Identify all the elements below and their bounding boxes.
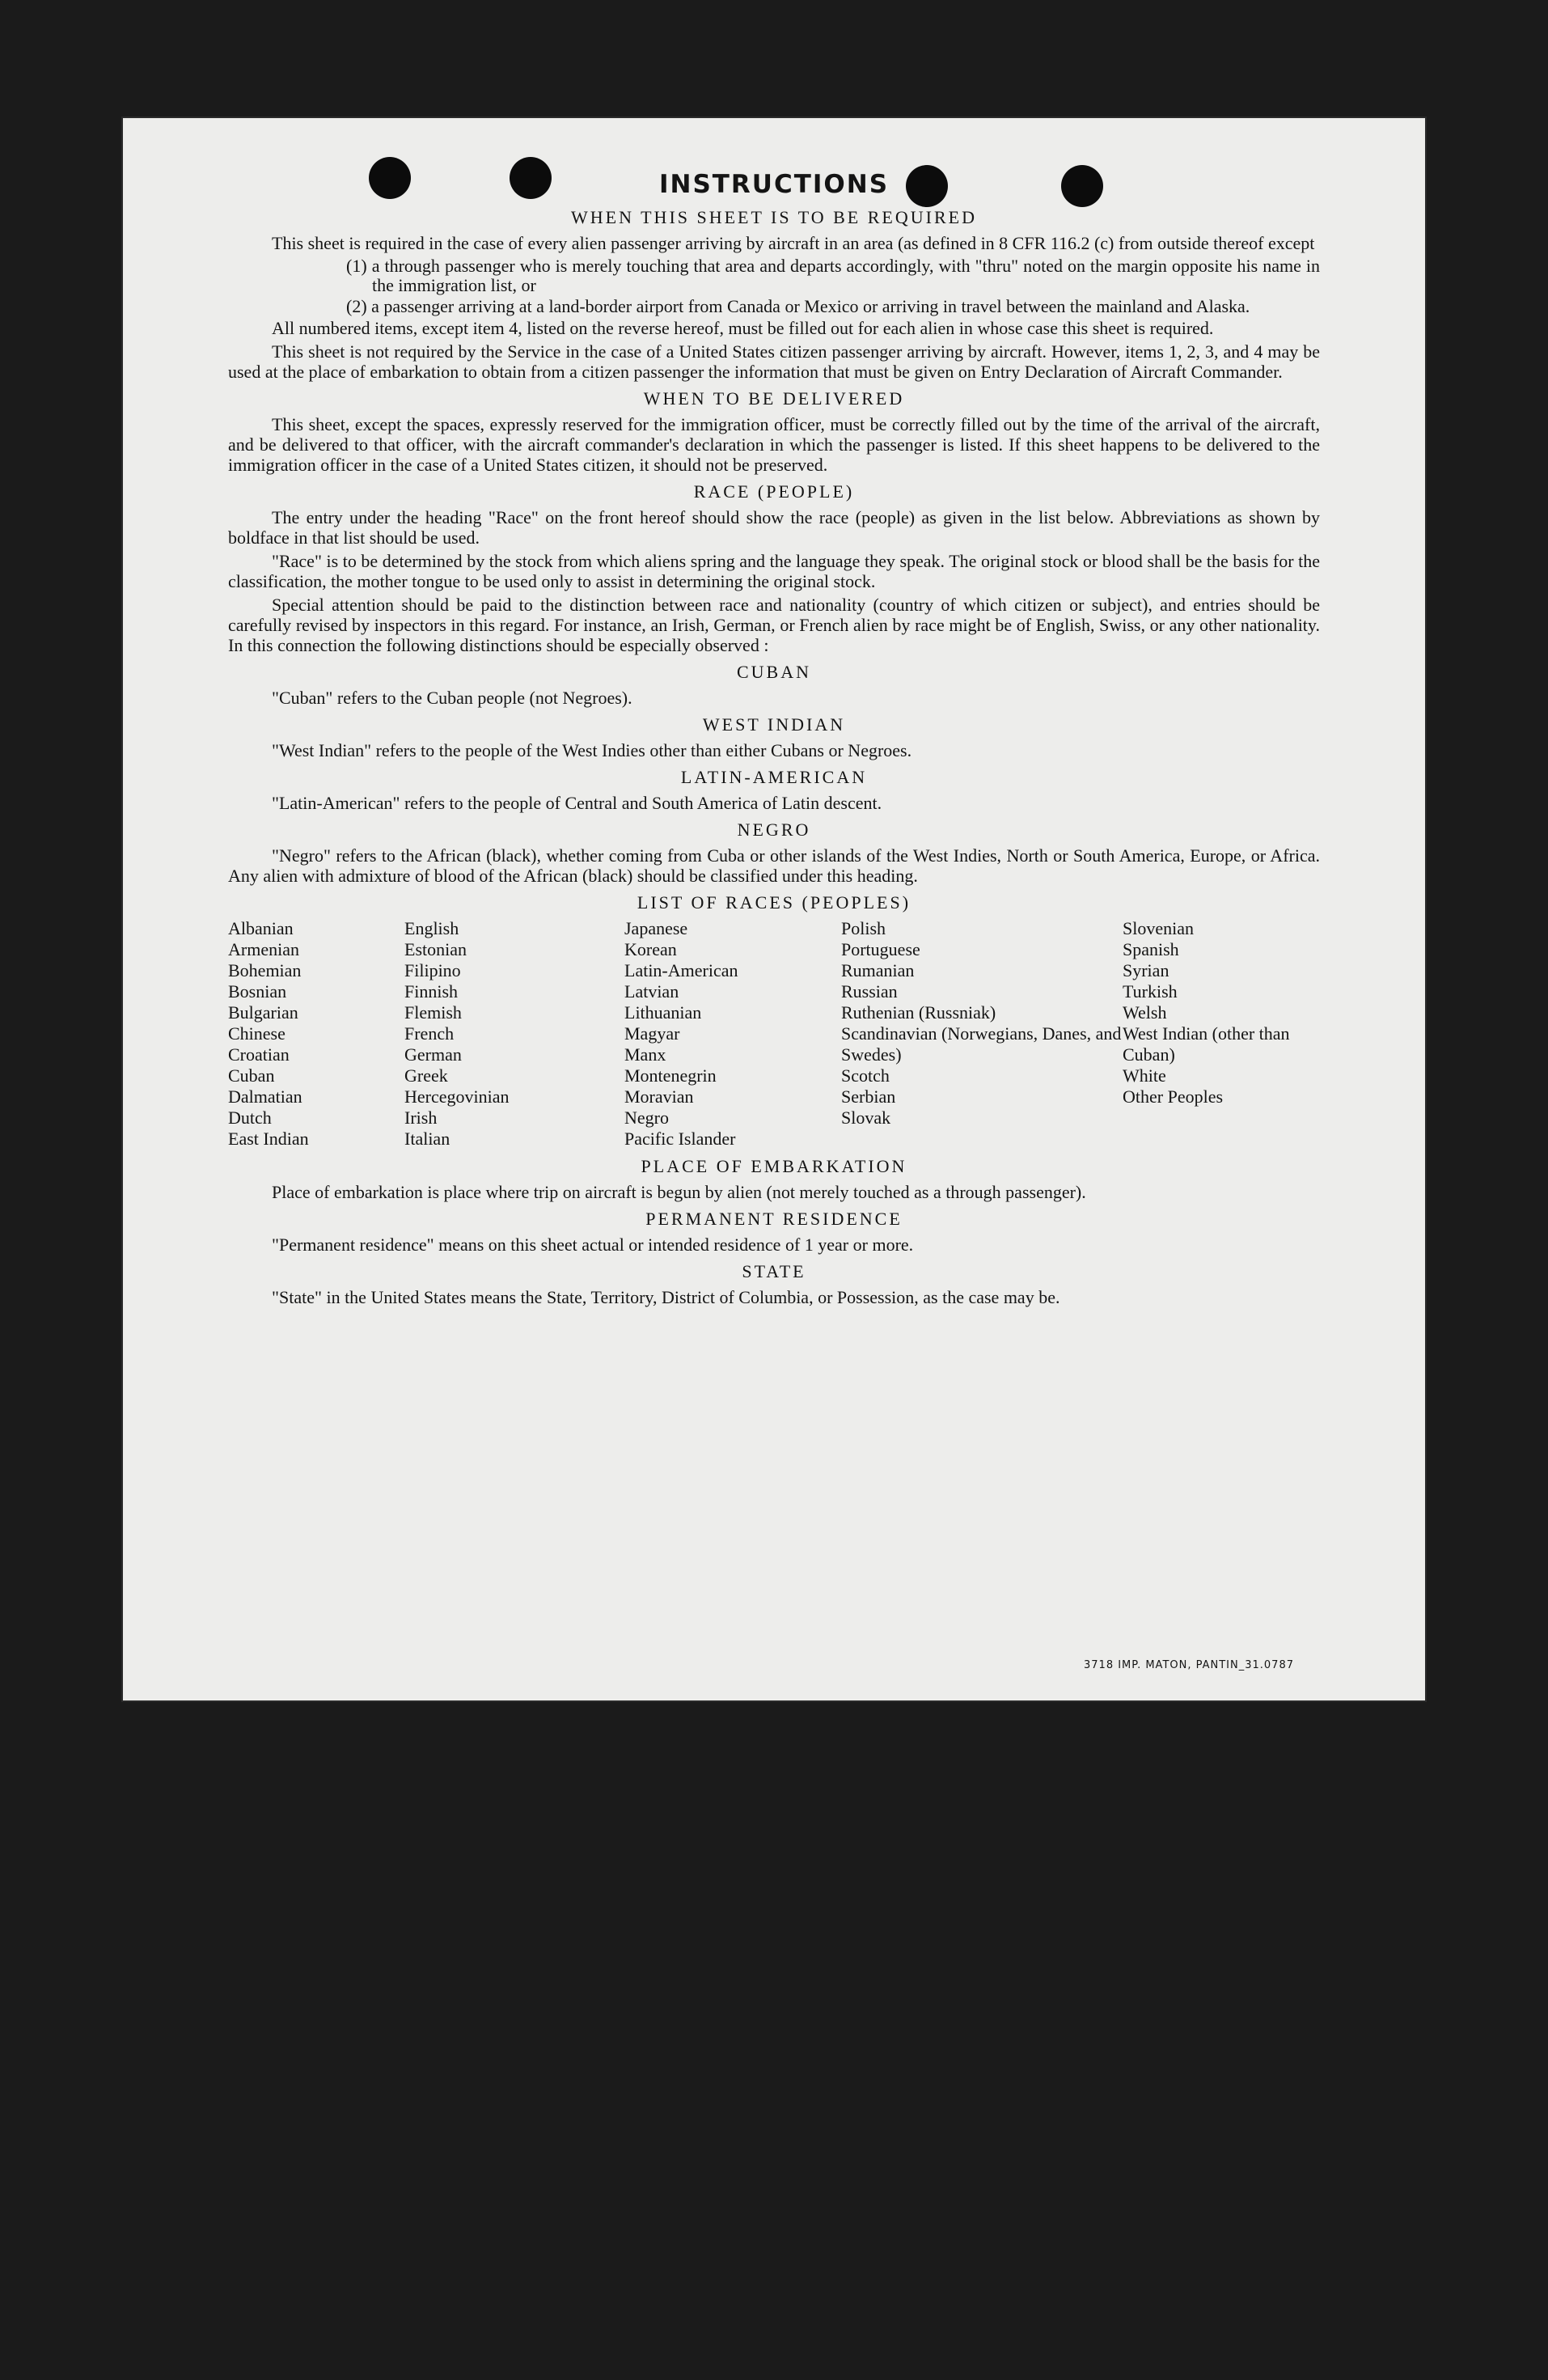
section-heading: PLACE OF EMBARKATION <box>641 1156 907 1176</box>
section-heading: STATE <box>742 1261 806 1281</box>
race-column <box>1123 918 1325 1150</box>
paragraph: "Race" is to be determined by the stock from which aliens spring and the language they speak. The original stock or blood shall be the basis for the classification, the mother tongue to be used only to assist in determining the original stock. <box>228 551 1320 591</box>
race-item: Scotch <box>841 1065 890 1086</box>
race-item: Chinese <box>228 1023 285 1044</box>
race-item: Rumanian <box>841 960 915 980</box>
race-item: Other Peoples <box>1123 1086 1224 1107</box>
race-item: Slovenian <box>1123 918 1194 938</box>
section-heading: RACE (PEOPLE) <box>693 481 855 502</box>
paragraph: Special attention should be paid to the distinction between race and nationality (country of which citizen or subject), and entries should be carefully revised by inspectors in this regard. For instance, an Irish, German, or French alien by race might be of English, Swiss, or any other nationality. In this connection the following distinctions should be especially observed : <box>228 595 1320 655</box>
print-footer: 3718 IMP. MATON, PANTIN_31.0787 <box>1084 1659 1294 1671</box>
race-item: East Indian <box>228 1129 309 1149</box>
race-item: Syrian <box>1123 960 1169 980</box>
race-item: Dutch <box>228 1107 272 1128</box>
race-item: Greek <box>404 1065 448 1086</box>
section-heading: CUBAN <box>736 662 811 682</box>
page-title: INSTRUCTIONS <box>658 170 890 199</box>
race-item: White <box>1123 1065 1166 1086</box>
race-item: Moravian <box>624 1086 694 1107</box>
exception-item: (2) a passenger arriving at a land-border airport from Canada or Mexico or arriving in travel between the mainland and Alaska. <box>346 296 1250 316</box>
race-item: Montenegrin <box>624 1065 717 1086</box>
section-heading: WHEN TO BE DELIVERED <box>643 388 905 409</box>
race-item: Italian <box>404 1129 450 1149</box>
race-item: Negro <box>624 1107 669 1128</box>
paragraph: This sheet, except the spaces, expressly reserved for the immigration officer, must be correctly filled out by the time of the arrival of the aircraft, and be delivered to that officer, with the aircraft commander's declaration in which the passenger is listed. If this sheet happens to be delivered to the immigration officer in the case of a United States citizen, it should not be preserved. <box>228 414 1320 475</box>
paragraph: This sheet is not required by the Service in the case of a United States citizen passenger arriving by aircraft. However, items 1, 2, 3, and 4 may be used at the place of embarkation to obtain from a citizen passenger the information that must be given on Entry Declaration of Aircraft Commander. <box>228 341 1320 382</box>
section-heading: PERMANENT RESIDENCE <box>645 1209 903 1229</box>
paragraph: All numbered items, except item 4, listed on the reverse hereof, must be filled out for each alien in whose case this sheet is required. <box>272 318 1214 338</box>
section-heading: WHEN THIS SHEET IS TO BE REQUIRED <box>571 207 977 227</box>
race-item: Welsh <box>1123 1002 1167 1023</box>
section-heading: LATIN-AMERICAN <box>680 767 868 787</box>
race-item: German <box>404 1044 462 1065</box>
race-item: Cuban <box>228 1065 275 1086</box>
paragraph: "Cuban" refers to the Cuban people (not Negroes). <box>272 688 632 708</box>
paragraph: This sheet is required in the case of every alien passenger arriving by aircraft in an area (as defined in 8 CFR 116.2 (c) from outside thereof except <box>272 233 1315 253</box>
race-item: Portuguese <box>841 939 920 959</box>
race-column <box>841 918 1123 1150</box>
race-item: Slovak <box>841 1107 891 1128</box>
paragraph: The entry under the heading "Race" on the front hereof should show the race (people) as given in the list below. Abbreviations as shown by boldface in that list should be used. <box>228 507 1320 548</box>
race-item: Bosnian <box>228 981 287 1002</box>
race-item: Pacific Islander <box>624 1129 736 1149</box>
race-item: Flemish <box>404 1002 462 1023</box>
race-item: Scandinavian (Norwegians, Danes, and Swedes) <box>841 1023 1122 1065</box>
race-item: Polish <box>841 918 886 938</box>
race-item: Bohemian <box>228 960 302 980</box>
race-item: Magyar <box>624 1023 680 1044</box>
race-item: French <box>404 1023 455 1044</box>
race-item: Spanish <box>1123 939 1179 959</box>
section-heading: NEGRO <box>737 819 811 840</box>
race-item: Ruthenian (Russniak) <box>841 1002 996 1023</box>
race-item: Irish <box>404 1107 438 1128</box>
sections-top <box>228 205 1320 886</box>
race-column <box>624 918 841 1150</box>
paragraph: "Negro" refers to the African (black), whether coming from Cuba or other islands of the West Indies, North or South America, Europe, or Africa. Any alien with admixture of blood of the African (black) should be classified under this heading. <box>228 845 1320 886</box>
sections-bottom <box>228 1154 1320 1307</box>
race-item: Serbian <box>841 1086 896 1107</box>
race-list <box>228 918 1320 1150</box>
race-item: Lithuanian <box>624 1002 702 1023</box>
race-item: Armenian <box>228 939 299 959</box>
exception-item: (1) a through passenger who is merely touching that area and departs accordingly, with "thru" noted on the margin opposite his name in the immigration list, or <box>346 256 1320 295</box>
race-item: Korean <box>624 939 677 959</box>
document-sheet <box>123 118 1425 1700</box>
race-item: Albanian <box>228 918 294 938</box>
race-item: Croatian <box>228 1044 290 1065</box>
race-item: English <box>404 918 459 938</box>
race-column <box>404 918 624 1150</box>
race-item: Estonian <box>404 939 467 959</box>
paragraph: "West Indian" refers to the people of the West Indies other than either Cubans or Negroes. <box>272 740 912 760</box>
paragraph: "Permanent residence" means on this sheet actual or intended residence of 1 year or more. <box>272 1234 914 1255</box>
race-item: Dalmatian <box>228 1086 302 1107</box>
race-item: Bulgarian <box>228 1002 298 1023</box>
race-column <box>228 918 404 1150</box>
races-heading: LIST OF RACES (PEOPLES) <box>637 892 911 913</box>
section-heading: WEST INDIAN <box>702 714 846 735</box>
race-item: Latin-American <box>624 960 738 980</box>
race-item: Latvian <box>624 981 679 1002</box>
race-item: Filipino <box>404 960 461 980</box>
paragraph: Place of embarkation is place where trip on aircraft is begun by alien (not merely touched as a through passenger). <box>272 1182 1086 1202</box>
race-item: Russian <box>841 981 898 1002</box>
document-content <box>228 168 1320 1311</box>
paragraph: "State" in the United States means the State, Territory, District of Columbia, or Possession, as the case may be. <box>272 1287 1060 1307</box>
race-item: Manx <box>624 1044 666 1065</box>
race-item: Turkish <box>1123 981 1178 1002</box>
race-item: Hercegovinian <box>404 1086 510 1107</box>
race-item: West Indian (other than Cuban) <box>1123 1023 1290 1065</box>
race-item: Japanese <box>624 918 688 938</box>
paragraph: "Latin-American" refers to the people of Central and South America of Latin descent. <box>272 793 882 813</box>
race-item: Finnish <box>404 981 459 1002</box>
